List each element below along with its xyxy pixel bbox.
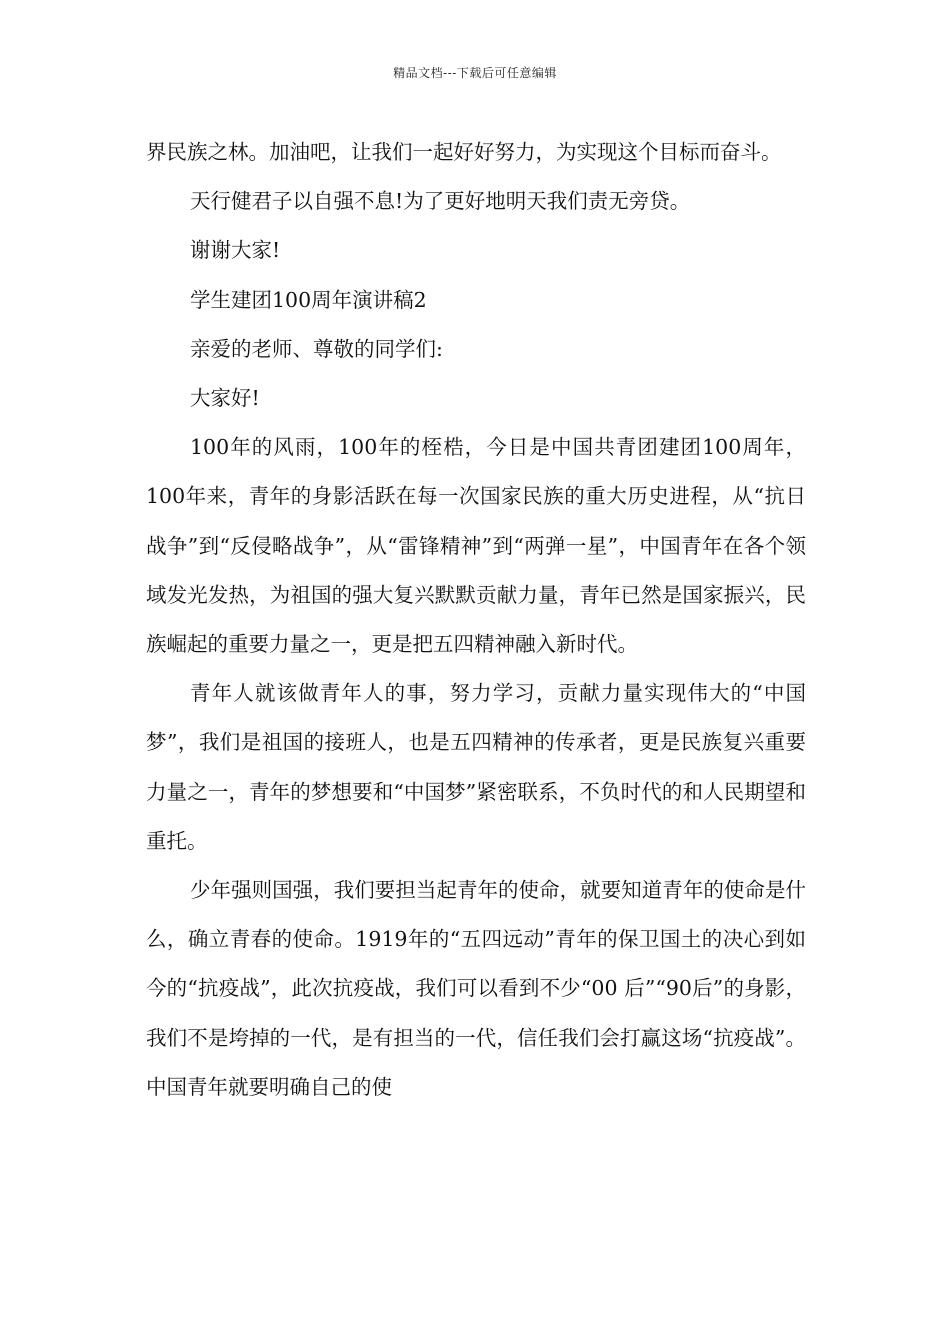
section-title: 学生建团100周年演讲稿2 xyxy=(190,287,427,312)
page-header: 精品文档---下载后可任意编辑 xyxy=(393,66,557,80)
paragraph: 100年的风雨，100年的桎梏，今日是中国共青团建团100周年，100年来，青年的身影活跃在每一次国家民族的重大历史进程，从“抗日战争”到“反侵略战争”，从“雷锋精神”到“两弹一星”，中国青年在各个领域发光发热，为祖国的强大复兴默默贡献力量，青年已然是国家振兴，民族崛起的重要力量之一，更是把五四精神融入新时代。 xyxy=(146,435,806,657)
paragraph: 少年强则国强，我们要担当起青年的使命，就要知道青年的使命是什么，确立青春的使命。1919年的“五四远动”青年的保卫国土的决心到如今的“抗疫战”，此次抗疫战，我们可以看到不少“00 后”“90后”的身影，我们不是垮掉的一代，是有担当的一代，信任我们会打赢这场“抗疫战”。中国青年就要明确自己的使 xyxy=(146,878,806,1099)
greeting: 大家好! xyxy=(190,386,260,411)
salutation: 亲爱的老师、尊敬的同学们: xyxy=(190,336,443,361)
paragraph: 青年人就该做青年人的事，努力学习，贡献力量实现伟大的“中国梦”，我们是祖国的接班人，也是五四精神的传承者，更是民族复兴重要力量之一，青年的梦想要和“中国梦”紧密联系，不负时代的和人民期望和重托。 xyxy=(146,681,806,853)
paragraph: 界民族之林。加油吧，让我们一起好好努力，为实现这个目标而奋斗。 xyxy=(146,140,782,164)
paragraph: 谢谢大家! xyxy=(190,238,281,263)
paragraph: 天行健君子以自强不息!为了更好地明天我们责无旁贷。 xyxy=(190,189,691,214)
document-body xyxy=(146,128,806,1112)
